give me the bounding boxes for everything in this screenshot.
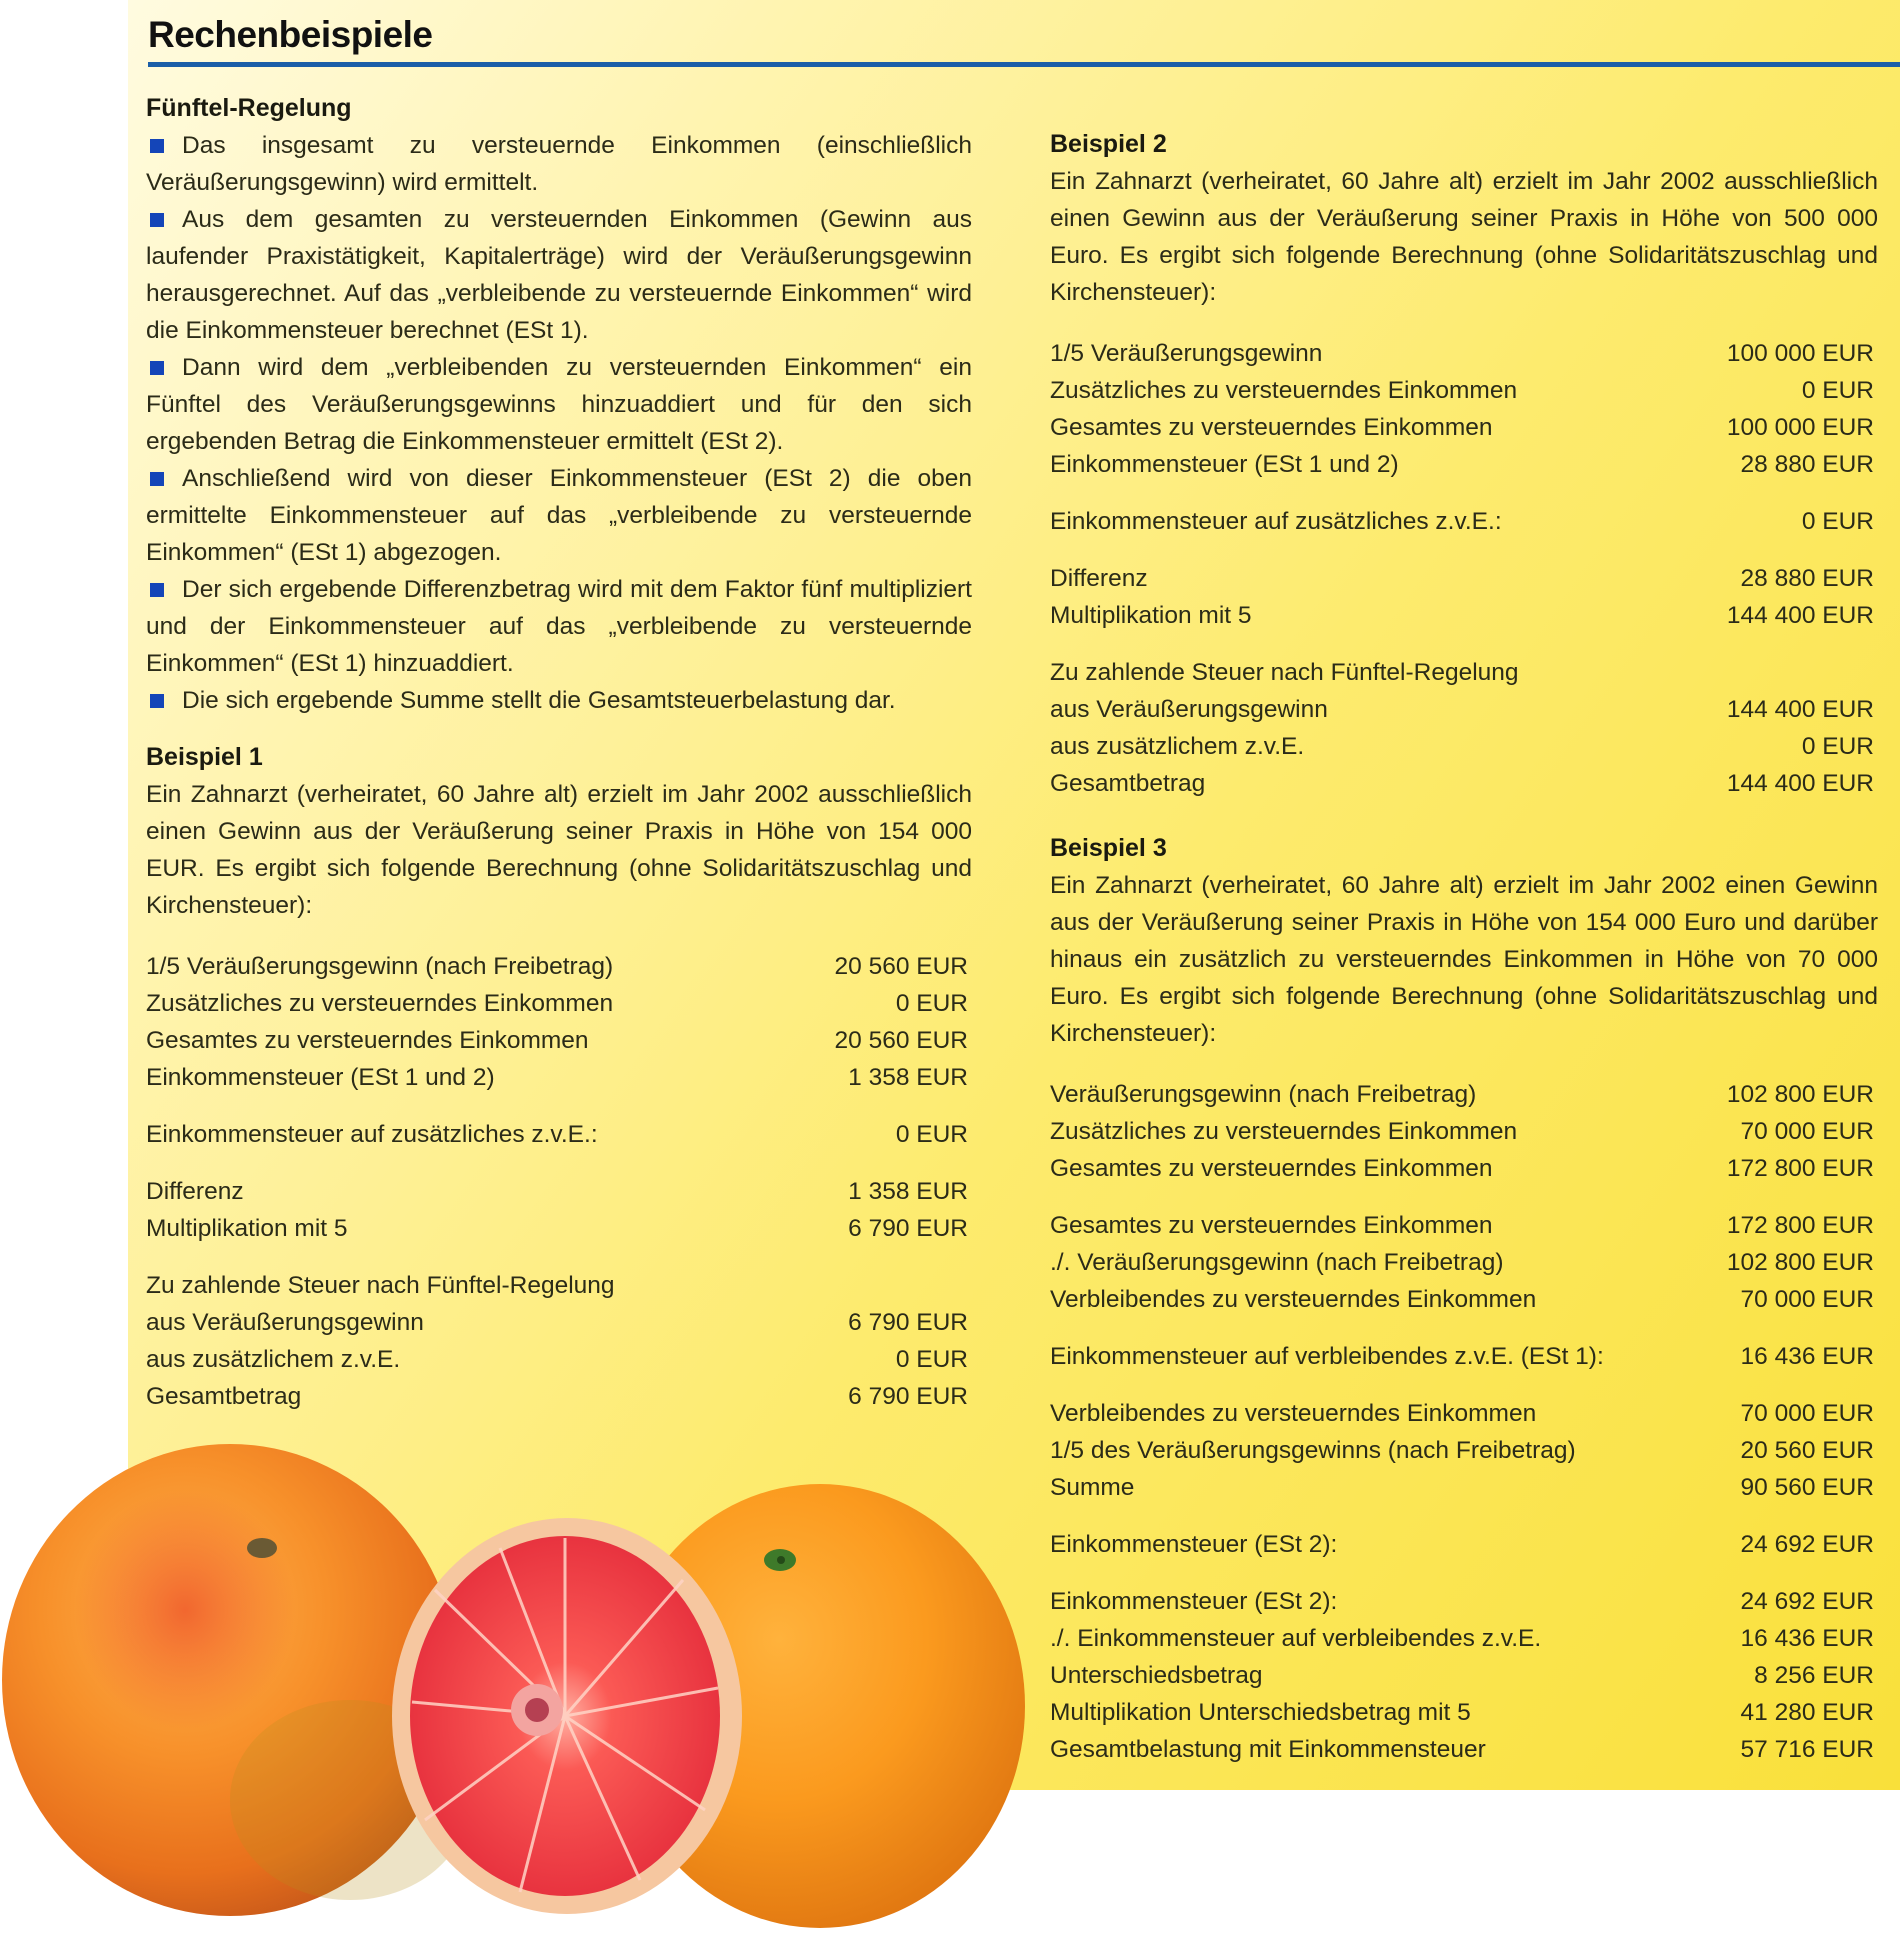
square-bullet-icon: [150, 472, 164, 486]
left-column: [146, 90, 972, 1415]
calc-amount: 0 EUR: [1801, 733, 1874, 760]
calc-label: aus zusätzlichem z.v.E.: [146, 1346, 401, 1373]
square-bullet-icon: [150, 694, 164, 708]
calc-amount: 28 880 EUR: [1740, 565, 1874, 592]
calc-row: [146, 985, 972, 1022]
calc-label: Gesamtbelastung mit Einkommensteuer: [1050, 1736, 1486, 1763]
beispiel1-text: Ein Zahnarzt (verheiratet, 60 Jahre alt) erzielt im Jahr 2002 ausschließlich einen Gewinn aus der Veräußerung seiner Praxis in Höhe von 154 000 EUR. Es ergibt sich folgende Berechnung (ohne Solidaritätszuschlag und Kirchensteuer):: [146, 781, 972, 919]
calc-amount: 100 000 EUR: [1726, 340, 1874, 367]
calc-row: [1050, 446, 1878, 483]
calc-row: [146, 948, 972, 985]
calc-row: [146, 1116, 972, 1153]
calc-row: [1050, 1583, 1878, 1620]
page-title: Rechenbeispiele: [148, 14, 433, 55]
calc-label: ./. Veräußerungsgewinn (nach Freibetrag): [1050, 1249, 1504, 1276]
calc-row: [146, 1341, 972, 1378]
calc-amount: 144 400 EUR: [1726, 770, 1874, 797]
calc-amount: 144 400 EUR: [1726, 696, 1874, 723]
calc-row: [1050, 1469, 1878, 1506]
calc-label: Verbleibendes zu versteuerndes Einkommen: [1050, 1400, 1537, 1427]
calc-amount: 6 790 EUR: [848, 1215, 968, 1242]
calc-amount: 102 800 EUR: [1726, 1249, 1874, 1276]
calc-row: [146, 1059, 972, 1096]
calc-amount: 6 790 EUR: [848, 1309, 968, 1336]
calc-label: Einkommensteuer (ESt 1 und 2): [146, 1064, 495, 1091]
beispiel2-text: Ein Zahnarzt (verheiratet, 60 Jahre alt) erzielt im Jahr 2002 ausschließlich einen Gewinn aus der Veräußerung seiner Praxis in Höhe von 500 000 Euro. Es ergibt sich folgende Berechnung (ohne Solidaritätszuschlag und Kirchensteuer):: [1050, 168, 1878, 306]
calc-amount: 28 880 EUR: [1740, 451, 1874, 478]
calc-amount: 70 000 EUR: [1740, 1118, 1874, 1145]
calc-subheading: [146, 1267, 972, 1304]
calc-label: Einkommensteuer auf zusätzliches z.v.E.:: [1050, 508, 1502, 535]
calc-row: [1050, 1113, 1878, 1150]
calc-row: [146, 1378, 972, 1415]
calc-row: [1050, 1694, 1878, 1731]
calc-amount: 1 358 EUR: [848, 1064, 968, 1091]
calc-label: Summe: [1050, 1474, 1135, 1501]
calc-row: [1050, 372, 1878, 409]
calc-amount: 24 692 EUR: [1740, 1531, 1874, 1558]
calc-label: ./. Einkommensteuer auf verbleibendes z.v.E.: [1050, 1625, 1542, 1652]
calc-amount: 57 716 EUR: [1740, 1736, 1874, 1763]
calc-label: 1/5 Veräußerungsgewinn: [1050, 340, 1323, 367]
calc-label: Differenz: [146, 1178, 244, 1205]
beispiel3-text: Ein Zahnarzt (verheiratet, 60 Jahre alt) erzielt im Jahr 2002 einen Gewinn aus der Veräußerung seiner Praxis in Höhe von 154 000 Euro und darüber hinaus ein zusätzlich zu versteuerndes Einkommen in Höhe von 70 000 Euro. Es ergibt sich folgende Berechnung (ohne Solidaritätszuschlag und Kirchensteuer):: [1050, 872, 1878, 1047]
bullet-text: Aus dem gesamten zu versteuernden Einkommen (Gewinn aus laufender Praxistätigkeit, Kapitalerträge) wird der Veräußerungsgewinn herausgerechnet. Auf das „verbleibende zu versteuernde Einkommen“ wird die Einkommensteuer berechnet (ESt 1).: [146, 206, 972, 344]
bullet-item: [146, 349, 972, 460]
calc-label: Gesamtes zu versteuerndes Einkommen: [1050, 1212, 1493, 1239]
calc-label: Gesamtbetrag: [1050, 770, 1206, 797]
calc-label: Gesamtbetrag: [146, 1383, 302, 1410]
right-column: [1050, 126, 1878, 1768]
calc-amount: 20 560 EUR: [834, 1027, 968, 1054]
calc-label: Einkommensteuer (ESt 2):: [1050, 1531, 1338, 1558]
calc-label: Einkommensteuer (ESt 2):: [1050, 1588, 1338, 1615]
calc-label: Zu zahlende Steuer nach Fünftel-Regelung: [146, 1272, 615, 1299]
calc-amount: 90 560 EUR: [1740, 1474, 1874, 1501]
calc-label: Einkommensteuer (ESt 1 und 2): [1050, 451, 1399, 478]
calc-label: Einkommensteuer auf verbleibendes z.v.E. (ESt 1):: [1050, 1343, 1604, 1370]
beispiel2-heading: Beispiel 2: [1050, 130, 1167, 158]
calc-amount: 24 692 EUR: [1740, 1588, 1874, 1615]
calc-label: Multiplikation mit 5: [146, 1215, 348, 1242]
square-bullet-icon: [150, 139, 164, 153]
calc-amount: 1 358 EUR: [848, 1178, 968, 1205]
calc-label: Multiplikation Unterschiedsbetrag mit 5: [1050, 1699, 1471, 1726]
calc-label: aus Veräußerungsgewinn: [1050, 696, 1328, 723]
calc-label: Unterschiedsbetrag: [1050, 1662, 1263, 1689]
calc-row: [1050, 1731, 1878, 1768]
calc-amount: 8 256 EUR: [1754, 1662, 1874, 1689]
calc-row: [1050, 503, 1878, 540]
calc-amount: 102 800 EUR: [1726, 1081, 1874, 1108]
calc-row: [1050, 1076, 1878, 1113]
square-bullet-icon: [150, 213, 164, 227]
calc-label: Zu zahlende Steuer nach Fünftel-Regelung: [1050, 659, 1519, 686]
calc-amount: 70 000 EUR: [1740, 1286, 1874, 1313]
calc-row: [1050, 1150, 1878, 1187]
calc-row: [1050, 1657, 1878, 1694]
calc-amount: 172 800 EUR: [1726, 1212, 1874, 1239]
bullet-item: [146, 460, 972, 571]
calc-row: [1050, 335, 1878, 372]
calc-amount: 100 000 EUR: [1726, 414, 1874, 441]
calc-amount: 6 790 EUR: [848, 1383, 968, 1410]
calc-row: [1050, 728, 1878, 765]
calc-amount: 41 280 EUR: [1740, 1699, 1874, 1726]
bullet-item: [146, 682, 972, 719]
bullet-item: [146, 571, 972, 682]
citrus-fruit-illustration: [0, 1440, 1030, 1934]
calc-amount: 70 000 EUR: [1740, 1400, 1874, 1427]
calc-label: aus Veräußerungsgewinn: [146, 1309, 424, 1336]
calc-amount: 0 EUR: [1801, 508, 1874, 535]
calc-row: [146, 1304, 972, 1341]
calc-amount: 172 800 EUR: [1726, 1155, 1874, 1182]
bullet-text: Die sich ergebende Summe stellt die Gesamtsteuerbelastung dar.: [182, 687, 896, 714]
beispiel3-heading: Beispiel 3: [1050, 834, 1167, 862]
bullet-text: Dann wird dem „verbleibenden zu versteuernden Einkommen“ ein Fünftel des Veräußerungsgewinns hinzuaddiert und für den sich ergebenden Betrag die Einkommensteuer ermittelt (ESt 2).: [146, 354, 972, 455]
calc-row: [1050, 409, 1878, 446]
calc-label: Zusätzliches zu versteuerndes Einkommen: [1050, 377, 1518, 404]
calc-amount: 20 560 EUR: [834, 953, 968, 980]
bullet-item: [146, 127, 972, 201]
calc-row: [1050, 560, 1878, 597]
calc-amount: 0 EUR: [895, 1121, 968, 1148]
calc-label: Gesamtes zu versteuerndes Einkommen: [1050, 414, 1493, 441]
calc-label: Zusätzliches zu versteuerndes Einkommen: [146, 990, 614, 1017]
calc-label: Zusätzliches zu versteuerndes Einkommen: [1050, 1118, 1518, 1145]
calc-row: [1050, 1395, 1878, 1432]
grapefruit-half: [392, 1518, 742, 1914]
calc-label: 1/5 Veräußerungsgewinn (nach Freibetrag): [146, 953, 614, 980]
bullet-item: [146, 201, 972, 349]
calc-amount: 0 EUR: [1801, 377, 1874, 404]
calc-row: [1050, 1338, 1878, 1375]
calc-row: [1050, 1244, 1878, 1281]
calc-amount: 144 400 EUR: [1726, 602, 1874, 629]
calc-row: [1050, 691, 1878, 728]
square-bullet-icon: [150, 361, 164, 375]
calc-label: Veräußerungsgewinn (nach Freibetrag): [1050, 1081, 1477, 1108]
calc-label: Gesamtes zu versteuerndes Einkommen: [146, 1027, 589, 1054]
title-underline-rule: [148, 62, 1900, 67]
calc-row: [1050, 1432, 1878, 1469]
calc-row: [1050, 1526, 1878, 1563]
calc-label: aus zusätzlichem z.v.E.: [1050, 733, 1305, 760]
calc-amount: 16 436 EUR: [1740, 1625, 1874, 1652]
calc-amount: 20 560 EUR: [1740, 1437, 1874, 1464]
calc-amount: 0 EUR: [895, 1346, 968, 1373]
calc-row: [1050, 597, 1878, 634]
calc-label: Verbleibendes zu versteuerndes Einkommen: [1050, 1286, 1537, 1313]
calc-label: Gesamtes zu versteuerndes Einkommen: [1050, 1155, 1493, 1182]
calc-subheading: [1050, 654, 1878, 691]
bullet-text: Der sich ergebende Differenzbetrag wird mit dem Faktor fünf multipliziert und der Einkommensteuer auf das „verbleibende zu versteuernde Einkommen“ (ESt 1) hinzuaddiert.: [146, 576, 972, 677]
square-bullet-icon: [150, 583, 164, 597]
calc-label: Multiplikation mit 5: [1050, 602, 1252, 629]
calc-row: [1050, 1207, 1878, 1244]
bullet-text: Das insgesamt zu versteuernde Einkommen (einschließlich Veräußerungsgewinn) wird ermittelt.: [146, 132, 972, 196]
calc-row: [146, 1210, 972, 1247]
calc-amount: 0 EUR: [895, 990, 968, 1017]
calc-label: 1/5 des Veräußerungsgewinns (nach Freibetrag): [1050, 1437, 1576, 1464]
calc-row: [1050, 765, 1878, 802]
calc-row: [146, 1022, 972, 1059]
calc-label: Einkommensteuer auf zusätzliches z.v.E.:: [146, 1121, 598, 1148]
calc-row: [1050, 1620, 1878, 1657]
calc-label: Differenz: [1050, 565, 1148, 592]
fuenftel-heading: Fünftel-Regelung: [146, 94, 352, 122]
beispiel1-heading: Beispiel 1: [146, 743, 263, 771]
calc-row: [1050, 1281, 1878, 1318]
calc-amount: 16 436 EUR: [1740, 1343, 1874, 1370]
calc-row: [146, 1173, 972, 1210]
bullet-text: Anschließend wird von dieser Einkommensteuer (ESt 2) die oben ermittelte Einkommensteuer auf das „verbleibende zu versteuernde Einkommen“ (ESt 1) abgezogen.: [146, 465, 972, 566]
